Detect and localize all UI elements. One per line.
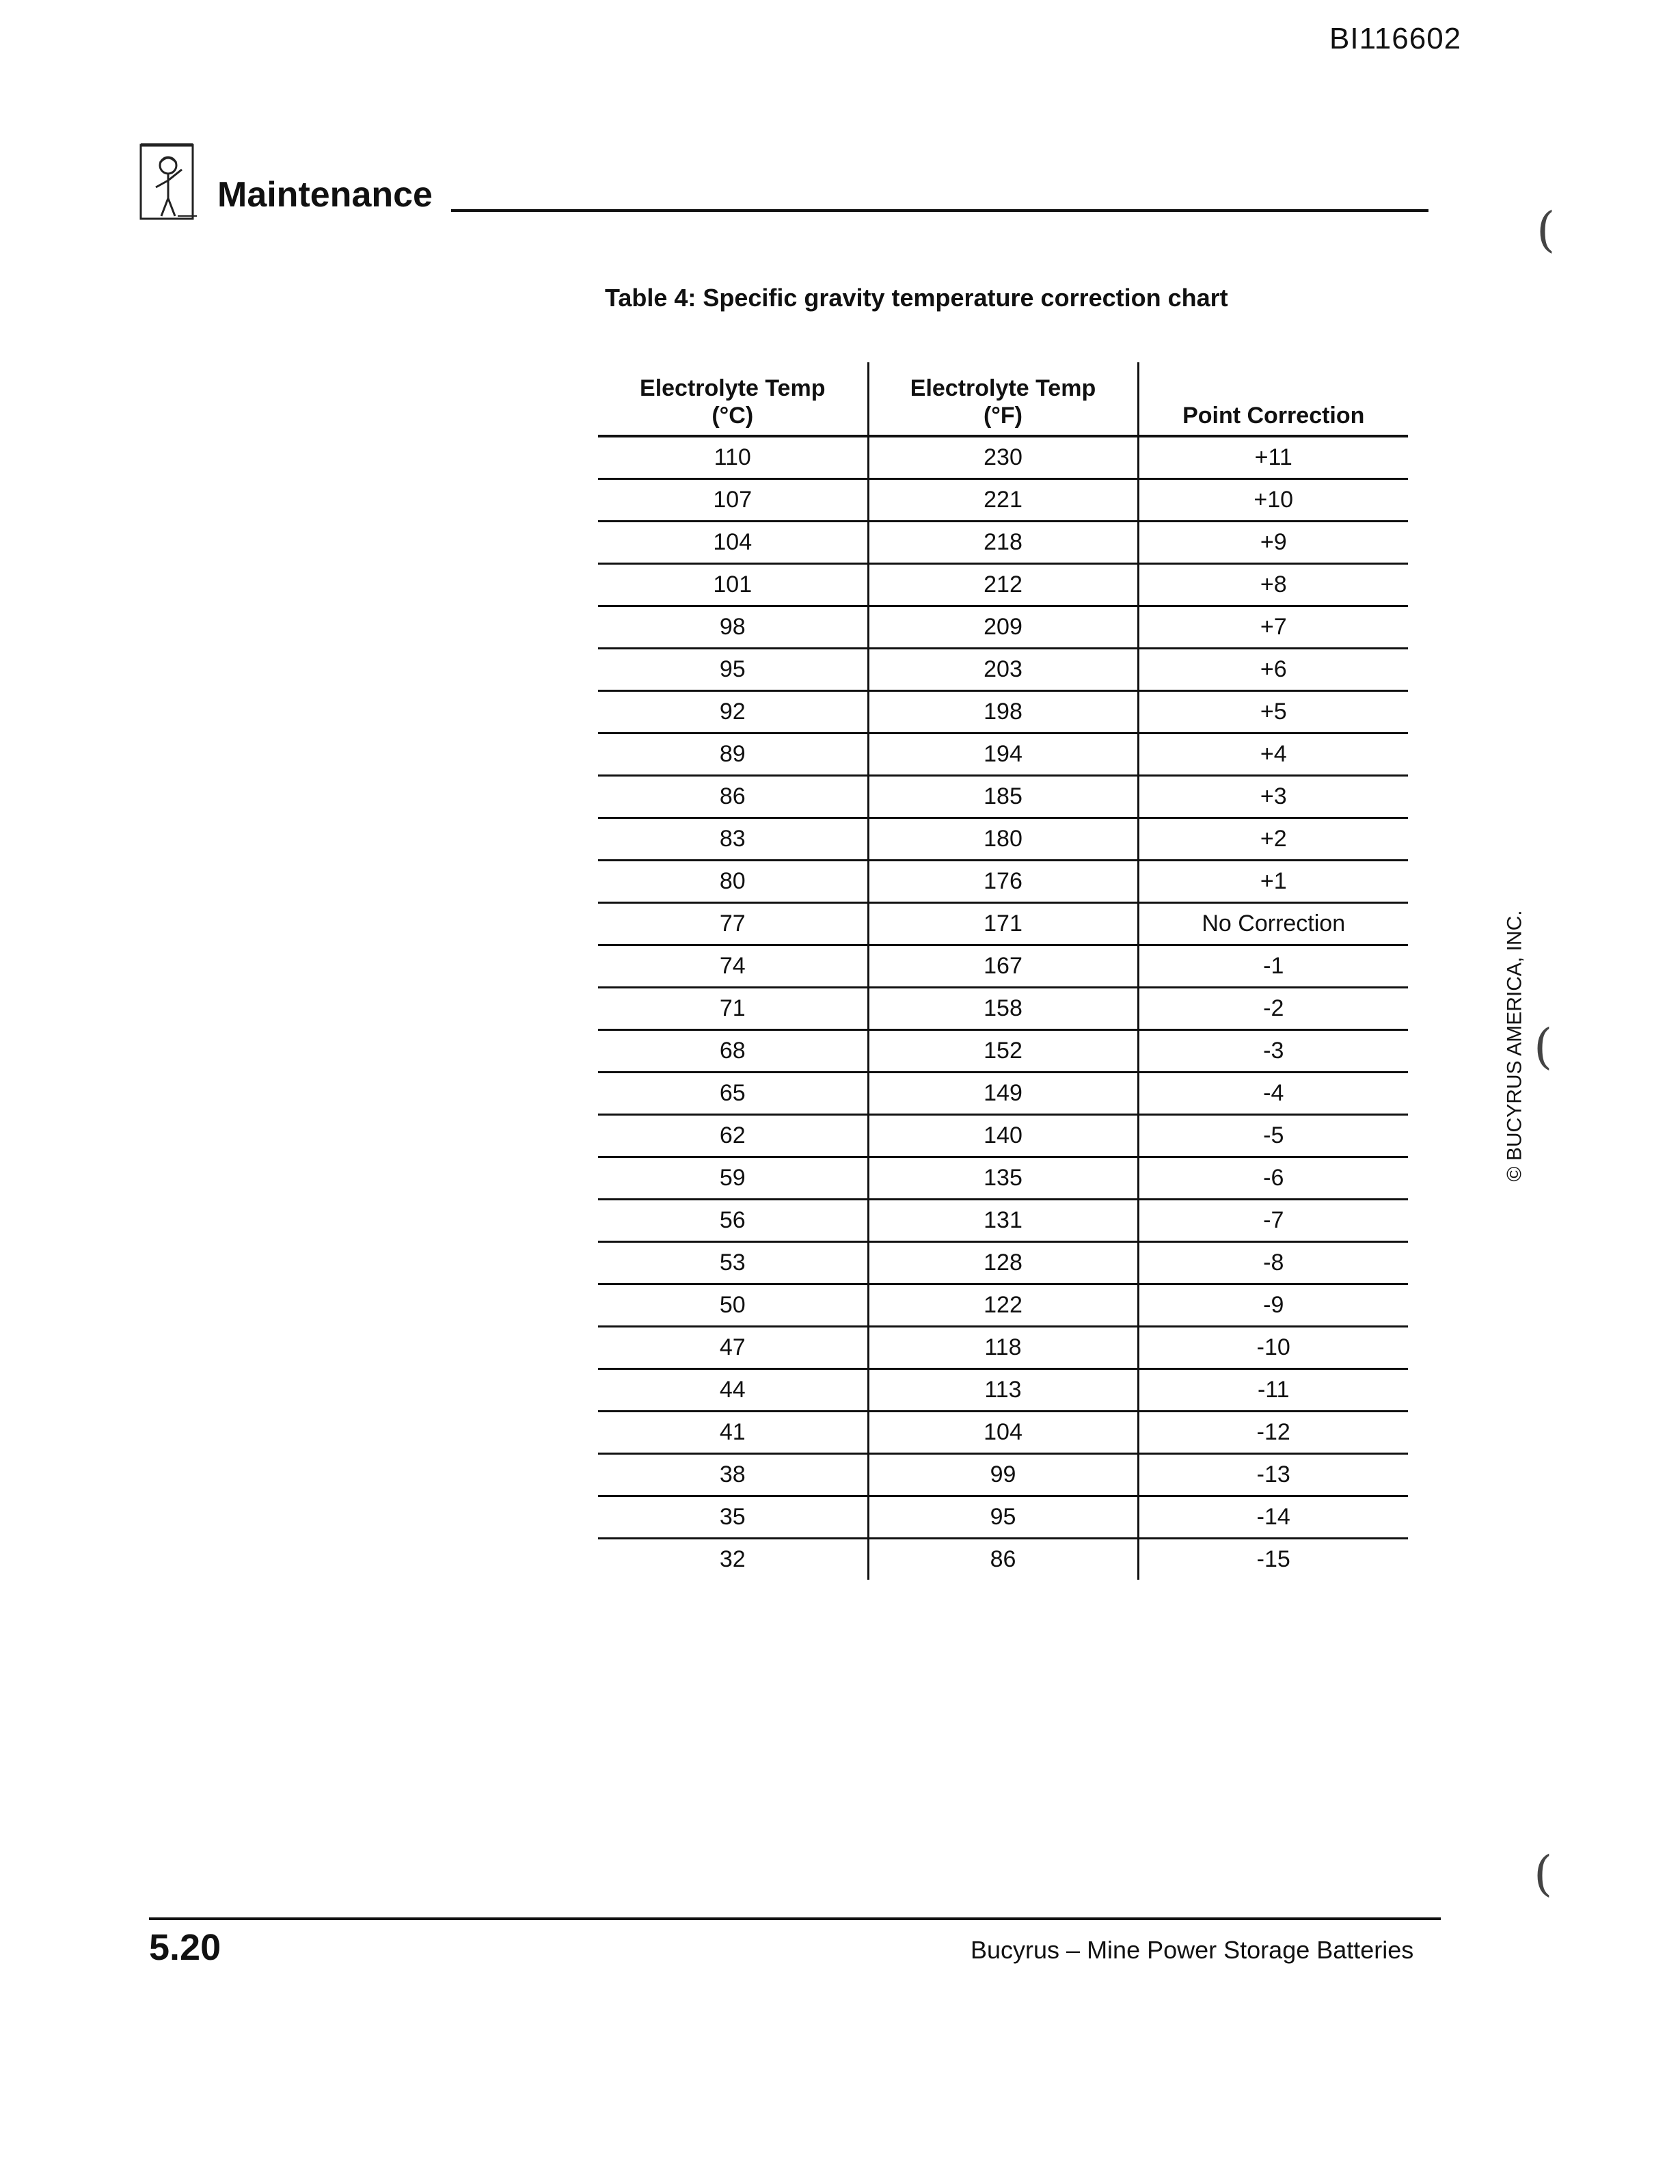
- cell-temp-celsius: 74: [598, 945, 868, 988]
- cell-temp-fahrenheit: 113: [868, 1369, 1138, 1412]
- header-line: (°C): [712, 403, 754, 429]
- cell-temp-celsius: 95: [598, 649, 868, 691]
- cell-point-correction: No Correction: [1138, 903, 1408, 945]
- cell-point-correction: -12: [1138, 1412, 1408, 1454]
- cell-temp-celsius: 56: [598, 1200, 868, 1242]
- cell-temp-fahrenheit: 180: [868, 818, 1138, 861]
- cell-point-correction: +1: [1138, 861, 1408, 903]
- cell-point-correction: -1: [1138, 945, 1408, 988]
- section-title: Maintenance: [217, 175, 433, 215]
- mechanic-icon: [137, 142, 198, 224]
- cell-temp-fahrenheit: 230: [868, 436, 1138, 479]
- cell-temp-fahrenheit: 185: [868, 776, 1138, 818]
- cell-temp-celsius: 50: [598, 1284, 868, 1327]
- cell-temp-fahrenheit: 198: [868, 691, 1138, 733]
- cell-point-correction: -10: [1138, 1327, 1408, 1369]
- table-row: [598, 776, 1408, 818]
- cell-temp-fahrenheit: 86: [868, 1539, 1138, 1580]
- table-row: [598, 1284, 1408, 1327]
- section-title-rule: [451, 209, 1428, 212]
- cell-temp-celsius: 110: [598, 436, 868, 479]
- cell-temp-fahrenheit: 118: [868, 1327, 1138, 1369]
- cell-temp-celsius: 65: [598, 1073, 868, 1115]
- cell-temp-fahrenheit: 203: [868, 649, 1138, 691]
- cell-temp-celsius: 83: [598, 818, 868, 861]
- cell-temp-celsius: 107: [598, 479, 868, 522]
- cell-temp-celsius: 68: [598, 1030, 868, 1073]
- copyright-text: © BUCYRUS AMERICA, INC.: [1504, 910, 1527, 1182]
- cell-point-correction: +2: [1138, 818, 1408, 861]
- cell-temp-fahrenheit: 104: [868, 1412, 1138, 1454]
- table-body: [598, 436, 1408, 1580]
- footer-rule: [149, 1917, 1441, 1920]
- header-line: Point Correction: [1182, 403, 1365, 429]
- cell-point-correction: -11: [1138, 1369, 1408, 1412]
- cell-point-correction: +8: [1138, 564, 1408, 606]
- table-row: [598, 1496, 1408, 1539]
- table-row: [598, 649, 1408, 691]
- table-row: [598, 1200, 1408, 1242]
- table-row: [598, 479, 1408, 522]
- table-row: [598, 903, 1408, 945]
- header-line: Electrolyte Temp: [640, 375, 826, 401]
- margin-mark: (: [1536, 202, 1556, 258]
- table-row: [598, 1073, 1408, 1115]
- cell-point-correction: -4: [1138, 1073, 1408, 1115]
- cell-temp-fahrenheit: 218: [868, 522, 1138, 564]
- cell-point-correction: -2: [1138, 988, 1408, 1030]
- table-row: [598, 606, 1408, 649]
- cell-point-correction: -6: [1138, 1157, 1408, 1200]
- cell-point-correction: -5: [1138, 1115, 1408, 1157]
- cell-point-correction: -3: [1138, 1030, 1408, 1073]
- cell-temp-fahrenheit: 99: [868, 1454, 1138, 1496]
- cell-temp-celsius: 92: [598, 691, 868, 733]
- table-row: [598, 988, 1408, 1030]
- table-row: [598, 564, 1408, 606]
- cell-temp-celsius: 41: [598, 1412, 868, 1454]
- table-row: [598, 1327, 1408, 1369]
- margin-mark: (: [1534, 1019, 1553, 1075]
- header-temp-fahrenheit: [868, 362, 1138, 436]
- header-point-correction: [1138, 362, 1408, 436]
- cell-point-correction: +5: [1138, 691, 1408, 733]
- cell-temp-fahrenheit: 209: [868, 606, 1138, 649]
- cell-temp-fahrenheit: 176: [868, 861, 1138, 903]
- cell-point-correction: -8: [1138, 1242, 1408, 1284]
- cell-point-correction: -15: [1138, 1539, 1408, 1580]
- cell-temp-fahrenheit: 167: [868, 945, 1138, 988]
- cell-temp-celsius: 44: [598, 1369, 868, 1412]
- cell-temp-fahrenheit: 158: [868, 988, 1138, 1030]
- cell-temp-fahrenheit: 135: [868, 1157, 1138, 1200]
- cell-temp-fahrenheit: 128: [868, 1242, 1138, 1284]
- table-row: [598, 861, 1408, 903]
- cell-temp-fahrenheit: 212: [868, 564, 1138, 606]
- cell-point-correction: -7: [1138, 1200, 1408, 1242]
- cell-point-correction: -13: [1138, 1454, 1408, 1496]
- table-row: [598, 1242, 1408, 1284]
- correction-table: [598, 362, 1408, 1580]
- table-row: [598, 818, 1408, 861]
- table-caption: Table 4: Specific gravity temperature correction chart: [605, 284, 1228, 312]
- cell-point-correction: +3: [1138, 776, 1408, 818]
- cell-temp-fahrenheit: 122: [868, 1284, 1138, 1327]
- table-row: [598, 1115, 1408, 1157]
- table-row: [598, 1539, 1408, 1580]
- table-row: [598, 1369, 1408, 1412]
- cell-temp-celsius: 89: [598, 733, 868, 776]
- table-row: [598, 1030, 1408, 1073]
- cell-temp-fahrenheit: 152: [868, 1030, 1138, 1073]
- cell-point-correction: +10: [1138, 479, 1408, 522]
- cell-temp-celsius: 77: [598, 903, 868, 945]
- copyright-note: [1500, 909, 1530, 1183]
- document-id: BI116602: [1329, 22, 1462, 55]
- cell-temp-celsius: 47: [598, 1327, 868, 1369]
- cell-temp-fahrenheit: 194: [868, 733, 1138, 776]
- cell-point-correction: +6: [1138, 649, 1408, 691]
- cell-point-correction: +7: [1138, 606, 1408, 649]
- header-line: (°F): [983, 403, 1022, 429]
- cell-temp-celsius: 104: [598, 522, 868, 564]
- margin-mark: (: [1534, 1846, 1553, 1902]
- cell-temp-fahrenheit: 131: [868, 1200, 1138, 1242]
- table-row: [598, 691, 1408, 733]
- table-header-row: [598, 362, 1408, 436]
- footer-title: Bucyrus – Mine Power Storage Batteries: [971, 1936, 1414, 1964]
- table-row: [598, 1412, 1408, 1454]
- cell-temp-fahrenheit: 95: [868, 1496, 1138, 1539]
- cell-point-correction: +9: [1138, 522, 1408, 564]
- cell-temp-celsius: 62: [598, 1115, 868, 1157]
- cell-temp-celsius: 98: [598, 606, 868, 649]
- cell-point-correction: -9: [1138, 1284, 1408, 1327]
- table-row: [598, 522, 1408, 564]
- cell-point-correction: +11: [1138, 436, 1408, 479]
- cell-temp-celsius: 86: [598, 776, 868, 818]
- table-row: [598, 733, 1408, 776]
- cell-temp-fahrenheit: 149: [868, 1073, 1138, 1115]
- cell-temp-celsius: 59: [598, 1157, 868, 1200]
- cell-temp-celsius: 101: [598, 564, 868, 606]
- header-temp-celsius: [598, 362, 868, 436]
- cell-temp-celsius: 32: [719, 1546, 746, 1572]
- table-row: [598, 945, 1408, 988]
- cell-point-correction: -14: [1138, 1496, 1408, 1539]
- cell-temp-celsius: 38: [598, 1454, 868, 1496]
- table-row: [598, 1157, 1408, 1200]
- table-row: [598, 436, 1408, 479]
- cell-temp-celsius: 71: [598, 988, 868, 1030]
- cell-temp-celsius: 80: [598, 861, 868, 903]
- cell-temp-fahrenheit: 221: [868, 479, 1138, 522]
- cell-temp-fahrenheit: 140: [868, 1115, 1138, 1157]
- cell-point-correction: +4: [1138, 733, 1408, 776]
- table-row: [598, 1454, 1408, 1496]
- cell-temp-celsius: 35: [598, 1496, 868, 1539]
- page-number: 5.20: [149, 1927, 221, 1968]
- cell-temp-fahrenheit: 171: [868, 903, 1138, 945]
- header-line: Electrolyte Temp: [910, 375, 1096, 401]
- cell-temp-celsius: 53: [598, 1242, 868, 1284]
